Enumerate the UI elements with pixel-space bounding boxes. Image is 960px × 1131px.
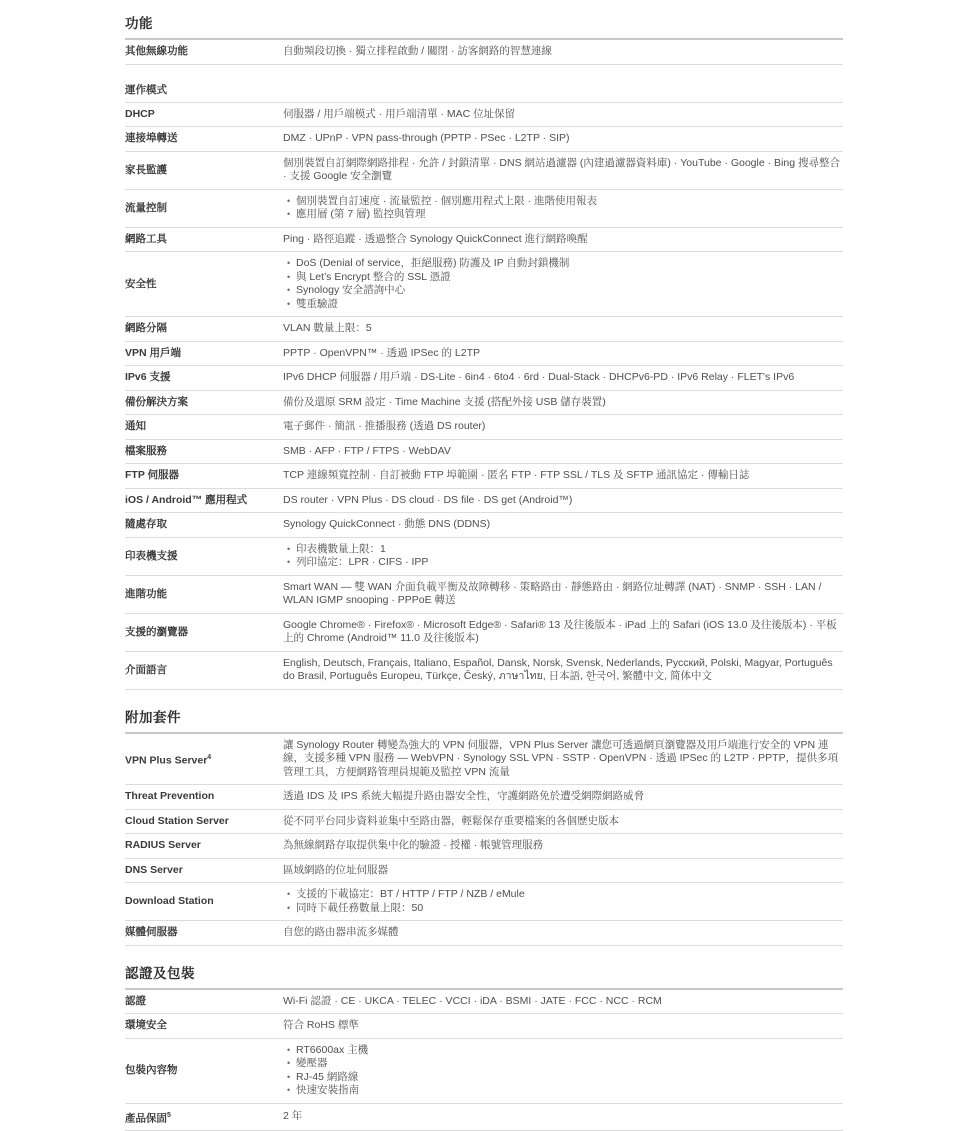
spec-row <box>125 834 843 859</box>
spec-row-label <box>125 815 283 828</box>
spec-text: 備份及還原 SRM 設定 · Time Machine 支援 (搭配外接 USB 儲存裝置) <box>283 396 843 410</box>
spec-row-content <box>283 543 843 570</box>
spec-row-content <box>283 739 843 780</box>
spec-row-label <box>125 626 283 639</box>
spec-text: DS router · VPN Plus · DS cloud · DS file · DS get (Android™) <box>283 494 843 508</box>
bullet-text: 同時下載任務數量上限：50 <box>296 902 843 916</box>
spec-row-content <box>283 790 843 804</box>
spec-row-label-text: 安全性 <box>125 278 157 290</box>
bullet-text: 雙重驗證 <box>296 298 843 312</box>
section-title: 認證及包裝 <box>125 962 843 990</box>
spec-text: Wi-Fi 認證 · CE · UKCA · TELEC · VCCI · iDA · BSMI · JATE · FCC · NCC · RCM <box>283 995 843 1009</box>
spec-row-label-text: 環境安全 <box>125 1019 167 1031</box>
spec-row-content <box>283 322 843 336</box>
spec-text: 個別裝置自訂網際網路排程 · 允許 / 封鎖清單 · DNS 網站過濾器 (內建過濾器資料庫) · YouTube · Google · Bing 搜尋整合 · 支援 Google 安全瀏覽 <box>283 157 843 184</box>
spec-text: 區域網路的位址伺服器 <box>283 864 843 878</box>
spec-row-content <box>283 445 843 459</box>
spec-row <box>125 391 843 416</box>
spec-row-label <box>125 518 283 531</box>
spec-text: 自您的路由器串流多媒體 <box>283 926 843 940</box>
spec-row-label <box>125 132 283 145</box>
spec-text: IPv6 DHCP 伺服器 / 用戶端 · DS-Lite · 6in4 · 6to4 · 6rd · Dual-Stack · DHCPv6-PD · IPv6 Relay · FLET's IPv6 <box>283 371 843 385</box>
spec-row-label-text: 進階功能 <box>125 588 167 600</box>
spec-row <box>125 103 843 128</box>
spec-row-content <box>283 1044 843 1098</box>
spec-row-label <box>125 445 283 458</box>
spec-row-label <box>125 1109 283 1126</box>
bullet-line <box>283 208 843 222</box>
spec-row-label-text: DNS Server <box>125 864 183 876</box>
spec-row-label-text: Cloud Station Server <box>125 815 229 827</box>
footnote-superscript: 5 <box>167 1112 171 1119</box>
spec-row-label <box>125 926 283 939</box>
bullet-icon: • <box>287 556 296 570</box>
spec-row-label-text: 隨處存取 <box>125 518 167 530</box>
spec-row <box>125 785 843 810</box>
spec-row-label <box>125 1019 283 1032</box>
spec-section <box>125 962 843 1131</box>
spec-row <box>125 464 843 489</box>
bullet-text: 支援的下載協定：BT / HTTP / FTP / NZB / eMule <box>296 888 843 902</box>
bullet-line <box>283 543 843 557</box>
bullet-icon: • <box>287 208 296 222</box>
spec-row <box>125 883 843 921</box>
spec-row-content <box>283 396 843 410</box>
spec-row-label-text: 介面語言 <box>125 664 167 676</box>
bullet-line <box>283 888 843 902</box>
spec-row-content <box>283 494 843 508</box>
spec-row-label-text: 備份解決方案 <box>125 396 188 408</box>
spec-row-label-text: 其他無線功能 <box>125 45 188 57</box>
spec-row-label <box>125 371 283 384</box>
spec-row <box>125 652 843 690</box>
spec-row-content <box>283 619 843 646</box>
bullet-line <box>283 298 843 312</box>
bullet-text: 變壓器 <box>296 1057 843 1071</box>
bullet-text: 與 Let’s Encrypt 整合的 SSL 憑證 <box>296 271 843 285</box>
bullet-icon: • <box>287 1071 296 1085</box>
spec-row-label-text: Download Station <box>125 895 214 907</box>
spec-row-label <box>125 864 283 877</box>
spec-row-label-text: 印表機支援 <box>125 550 178 562</box>
spec-row-label <box>125 45 283 58</box>
spec-row-label <box>125 790 283 803</box>
bullet-line <box>283 902 843 916</box>
spec-section <box>125 706 843 946</box>
spec-row-label <box>125 895 283 908</box>
bullet-icon: • <box>287 1084 296 1098</box>
spec-row-label <box>125 84 283 97</box>
spec-text: 2 年 <box>283 1110 843 1124</box>
spec-row-label <box>125 164 283 177</box>
bullet-icon: • <box>287 888 296 902</box>
spec-row-content <box>283 469 843 483</box>
bullet-icon: • <box>287 298 296 312</box>
spec-row-content <box>283 108 843 122</box>
spec-row-label-text: VPN 用戶端 <box>125 347 181 359</box>
spec-row-content <box>283 420 843 434</box>
spec-row <box>125 228 843 253</box>
spec-sections <box>125 12 843 1131</box>
spec-row-content <box>283 1019 843 1033</box>
bullet-line <box>283 1071 843 1085</box>
spec-row-content <box>283 347 843 361</box>
spec-row-label-text: 媒體伺服器 <box>125 926 178 938</box>
spec-section <box>125 12 843 690</box>
spec-row-label <box>125 550 283 563</box>
spec-row-content <box>283 518 843 532</box>
bullet-text: Synology 安全諮詢中心 <box>296 284 843 298</box>
spec-row <box>125 990 843 1015</box>
spec-row-label-text: FTP 伺服器 <box>125 469 179 481</box>
spec-text: 伺服器 / 用戶端模式 · 用戶端清單 · MAC 位址保留 <box>283 108 843 122</box>
spec-row-label <box>125 420 283 433</box>
spec-row-content <box>283 157 843 184</box>
bullet-icon: • <box>287 902 296 916</box>
spec-row <box>125 489 843 514</box>
spec-row <box>125 127 843 152</box>
spec-text: SMB · AFP · FTP / FTPS · WebDAV <box>283 445 843 459</box>
spec-page <box>125 0 843 1131</box>
spec-text: Smart WAN — 雙 WAN 介面負載平衡及故障轉移 · 策略路由 · 靜態路由 · 網路位址轉譯 (NAT) · SNMP · SSH · LAN / WLAN IGMP snooping · PPPoE 轉送 <box>283 581 843 608</box>
spec-row-label <box>125 494 283 507</box>
bullet-text: DoS (Denial of service，拒絕服務) 防護及 IP 自動封鎖機制 <box>296 257 843 271</box>
spec-text: TCP 連線頻寬控制 · 自訂被動 FTP 埠範圍 · 匿名 FTP · FTP SSL / TLS 及 SFTP 通訊協定 · 傳輸日誌 <box>283 469 843 483</box>
spec-text: 透過 IDS 及 IPS 系統大幅提升路由器安全性，守護網路免於遭受網際網路威脅 <box>283 790 843 804</box>
spec-text: 讓 Synology Router 轉變為強大的 VPN 伺服器，VPN Plus Server 讓您可透過網頁瀏覽器及用戶端進行安全的 VPN 連線，支援多種 VPN 服務 — WebVPN · Synology SSL VPN · SSTP · OpenVPN · 透過 IPSec 的 L2TP · PPTP，提供多項管理工具，方便網路管理員規範及監控 VPN 流量 <box>283 739 843 780</box>
bullet-text: 列印協定：LPR · CIFS · IPP <box>296 556 843 570</box>
footnote-superscript: 4 <box>207 754 211 761</box>
spec-row-content <box>283 815 843 829</box>
spec-row-label-text: 認證 <box>125 995 146 1007</box>
spec-row-content <box>283 888 843 915</box>
bullet-line <box>283 556 843 570</box>
bullet-icon: • <box>287 284 296 298</box>
spec-text: English, Deutsch, Français, Italiano, Español, Dansk, Norsk, Svensk, Nederlands, Русский, Polski, Magyar, Português do Brasil, Português Europeu, Türkçe, Český, ภาษาไทย, 日本語, 한국어, 繁體中文, 简体中文 <box>283 657 843 684</box>
spec-row-label <box>125 202 283 215</box>
spec-row <box>125 576 843 614</box>
spec-row <box>125 810 843 835</box>
spec-row-content <box>283 657 843 684</box>
spec-row-label <box>125 664 283 677</box>
spec-row-label-text: 網路工具 <box>125 233 167 245</box>
spec-row-label-text: 包裝內容物 <box>125 1064 178 1076</box>
spec-row-content <box>283 257 843 311</box>
bullet-text: 個別裝置自訂速度 · 流量監控 · 個別應用程式上限 · 進階使用報表 <box>296 195 843 209</box>
spec-row-content <box>283 233 843 247</box>
spec-row <box>125 40 843 65</box>
bullet-text: 快速安裝指南 <box>296 1084 843 1098</box>
bullet-line <box>283 271 843 285</box>
spec-row-label <box>125 995 283 1008</box>
bullet-text: 印表機數量上限：1 <box>296 543 843 557</box>
spec-row <box>125 513 843 538</box>
bullet-icon: • <box>287 1044 296 1058</box>
spec-row-label-text: VPN Plus Server <box>125 754 207 766</box>
spec-row-content <box>283 926 843 940</box>
spec-row <box>125 614 843 652</box>
bullet-icon: • <box>287 257 296 271</box>
spec-row-content <box>283 195 843 222</box>
bullet-line <box>283 1044 843 1058</box>
spec-row-label-text: 網路分隔 <box>125 322 167 334</box>
spec-row-content <box>283 581 843 608</box>
spec-row-label <box>125 469 283 482</box>
spec-row-label <box>125 1064 283 1077</box>
spec-row-label-text: DHCP <box>125 108 155 120</box>
bullet-icon: • <box>287 195 296 209</box>
spec-row-label-text: 支援的瀏覽器 <box>125 626 188 638</box>
spec-text: Synology QuickConnect · 動態 DNS (DDNS) <box>283 518 843 532</box>
section-title: 功能 <box>125 12 843 40</box>
spec-text: 自動頻段切換 · 獨立排程啟動 / 關閉 · 訪客網路的智慧連線 <box>283 45 843 59</box>
spec-row-label-text: Threat Prevention <box>125 790 214 802</box>
spec-text: VLAN 數量上限：5 <box>283 322 843 336</box>
spec-row-label <box>125 278 283 291</box>
bullet-text: RT6600ax 主機 <box>296 1044 843 1058</box>
spec-row-label <box>125 322 283 335</box>
spec-row <box>125 1039 843 1104</box>
bullet-icon: • <box>287 1057 296 1071</box>
spec-row <box>125 415 843 440</box>
bullet-line <box>283 195 843 209</box>
spec-row-label <box>125 347 283 360</box>
bullet-line <box>283 1057 843 1071</box>
spec-text: Google Chrome® · Firefox® · Microsoft Edge® · Safari® 13 及往後版本 · iPad 上的 Safari (iOS 13.0 及往後版本) · 平板上的 Chrome (Android™ 11.0 及往後版本) <box>283 619 843 646</box>
spec-row <box>125 1014 843 1039</box>
bullet-line <box>283 257 843 271</box>
bullet-icon: • <box>287 543 296 557</box>
spec-row-label-text: 家長監護 <box>125 164 167 176</box>
spec-text: 為無線網路存取提供集中化的驗證 · 授權 · 帳號管理服務 <box>283 839 843 853</box>
spec-row <box>125 1104 843 1131</box>
section-title: 附加套件 <box>125 706 843 734</box>
spec-row <box>125 538 843 576</box>
spec-row <box>125 440 843 465</box>
spec-row-content <box>283 45 843 59</box>
spec-row-label-text: 通知 <box>125 420 146 432</box>
spec-row-label <box>125 108 283 121</box>
spec-row-label <box>125 233 283 246</box>
spec-row-label-text: 連接埠轉送 <box>125 132 178 144</box>
spec-row-label-text: RADIUS Server <box>125 839 201 851</box>
spec-text: Ping · 路徑追蹤 · 透過整合 Synology QuickConnect 進行網路喚醒 <box>283 233 843 247</box>
spec-row-label-text: iOS / Android™ 應用程式 <box>125 494 247 506</box>
spec-row-label-text: 檔案服務 <box>125 445 167 457</box>
spec-row-content <box>283 995 843 1009</box>
spec-text: PPTP · OpenVPN™ · 透過 IPSec 的 L2TP <box>283 347 843 361</box>
bullet-text: RJ-45 網路線 <box>296 1071 843 1085</box>
spec-row-label <box>125 751 283 768</box>
spec-row <box>125 317 843 342</box>
bullet-line <box>283 284 843 298</box>
spec-row-label <box>125 839 283 852</box>
spec-row-label <box>125 588 283 601</box>
spec-row <box>125 252 843 317</box>
spec-row-content <box>283 371 843 385</box>
spec-text: 符合 RoHS 標準 <box>283 1019 843 1033</box>
spec-row <box>125 342 843 367</box>
spec-row <box>125 366 843 391</box>
spec-row-label-text: 產品保固 <box>125 1112 167 1124</box>
bullet-text: 應用層 (第 7 層) 監控與管理 <box>296 208 843 222</box>
spec-row-content <box>283 1110 843 1124</box>
spec-row-label <box>125 396 283 409</box>
spec-row-content <box>283 864 843 878</box>
spec-row <box>125 859 843 884</box>
spec-row <box>125 152 843 190</box>
spec-row <box>125 734 843 786</box>
spec-row <box>125 79 843 103</box>
spec-text: DMZ · UPnP · VPN pass-through (PPTP · PSec · L2TP · SIP) <box>283 132 843 146</box>
bullet-line <box>283 1084 843 1098</box>
spec-row-label-text: IPv6 支援 <box>125 371 171 383</box>
spec-text: 從不同平台同步資料並集中至路由器，輕鬆保存重要檔案的各個歷史版本 <box>283 815 843 829</box>
spec-row-content <box>283 839 843 853</box>
spec-text: 電子郵件 · 簡訊 · 推播服務 (透過 DS router) <box>283 420 843 434</box>
spec-row <box>125 190 843 228</box>
bullet-icon: • <box>287 271 296 285</box>
spec-row-label-text: 流量控制 <box>125 202 167 214</box>
spec-row-content <box>283 132 843 146</box>
spec-row-label-text: 運作模式 <box>125 84 167 96</box>
spec-row <box>125 921 843 946</box>
